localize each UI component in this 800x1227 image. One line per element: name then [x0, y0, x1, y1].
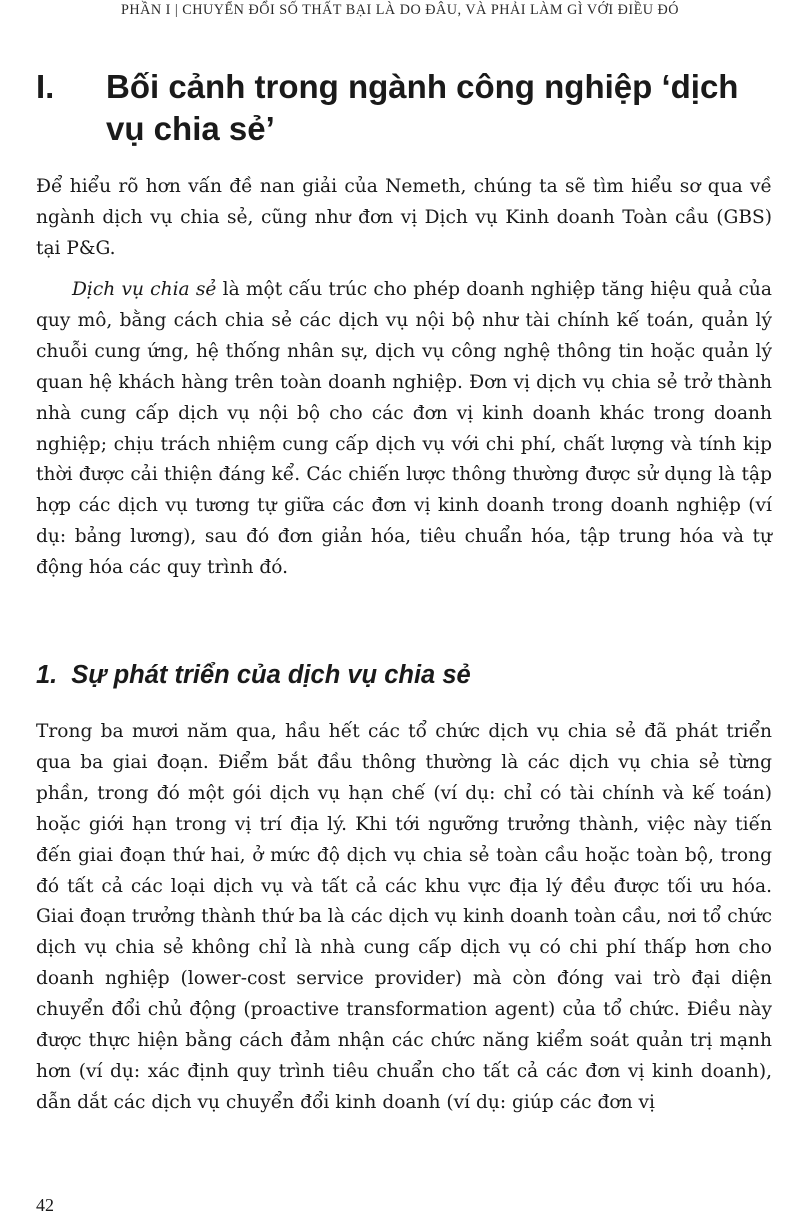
page-number: 42	[36, 1195, 54, 1215]
subsection-heading	[36, 657, 772, 693]
running-header: PHẦN I | CHUYỂN ĐỔI SỐ THẤT BẠI LÀ DO ĐÂU, VÀ PHẢI LÀM GÌ VỚI ĐIỀU ĐÓ	[120, 2, 680, 18]
paragraph-definition-term: Dịch vụ chia sẻ	[72, 279, 217, 300]
paragraph-evolution	[36, 717, 772, 1119]
subsection-title: Sự phát triển của dịch vụ chia sẻ	[71, 661, 471, 689]
subsection-number: 1.	[36, 661, 58, 689]
section-heading	[36, 66, 776, 150]
paragraph-definition	[36, 275, 772, 584]
paragraph-evolution-text: Trong ba mươi năm qua, hầu hết các tổ chức dịch vụ chia sẻ đã phát triển qua ba giai đoạn. Điểm bắt đầu thông thường là các dịch vụ chia sẻ từng phần, trong đó một gói dịch vụ hạn chế (ví dụ: chỉ có tài chính và kế toán) hoặc giới hạn trong vị trí địa lý. Khi tới ngưỡng trưởng thành, việc này tiến đến giai đoạn thứ hai, ở mức độ dịch vụ chia sẻ toàn cầu hoặc toàn bộ, trong đó tất cả các loại dịch vụ và tất cả các khu vực địa lý đều được tối ưu hóa. Giai đoạn trưởng thành thứ ba là các dịch vụ kinh doanh toàn cầu, nơi tổ chức dịch vụ chia sẻ không chỉ là nhà cung cấp dịch vụ có chi phí thấp hơn cho doanh nghiệp (lower-cost service provider) mà còn đóng vai trò đại diện chuyển đổi chủ động (proactive transformation agent) của tổ chức. Điều này được thực hiện bằng cách đảm nhận các chức năng kiểm soát quản trị mạnh hơn (ví dụ: xác định quy trình tiêu chuẩn cho tất cả các đơn vị kinh doanh), dẫn dắt các dịch vụ chuyển đổi kinh doanh (ví dụ: giúp các đơn vị	[36, 721, 772, 1113]
paragraph-definition-body: là một cấu trúc cho phép doanh nghiệp tăng hiệu quả của quy mô, bằng cách chia sẻ các dịch vụ nội bộ như tài chính kế toán, quản lý chuỗi cung ứng, hệ thống nhân sự, dịch vụ công nghệ thông tin hoặc quản lý quan hệ khách hàng trên toàn doanh nghiệp. Đơn vị dịch vụ chia sẻ trở thành nhà cung cấp dịch vụ nội bộ cho các đơn vị kinh doanh khác trong doanh nghiệp; chịu trách nhiệm cung cấp dịch vụ với chi phí, chất lượng và tính kịp thời được cải thiện đáng kể. Các chiến lược thông thường được sử dụng là tập hợp các dịch vụ tương tự giữa các đơn vị kinh doanh trong doanh nghiệp (ví dụ: bảng lương), sau đó đơn giản hóa, tiêu chuẩn hóa, tập trung hóa và tự động hóa các quy trình đó.	[36, 279, 772, 579]
section-title: Bối cảnh trong ngành công nghiệp ‘dịch vụ chia sẻ’	[106, 68, 739, 147]
paragraph-intro-text: Để hiểu rõ hơn vấn đề nan giải của Nemeth, chúng ta sẽ tìm hiểu sơ qua về ngành dịch vụ chia sẻ, cũng như đơn vị Dịch vụ Kinh doanh Toàn cầu (GBS) tại P&G.	[36, 176, 772, 259]
paragraph-intro	[36, 172, 772, 265]
paragraph-definition-text	[36, 275, 772, 584]
section-number: I.	[36, 68, 55, 105]
